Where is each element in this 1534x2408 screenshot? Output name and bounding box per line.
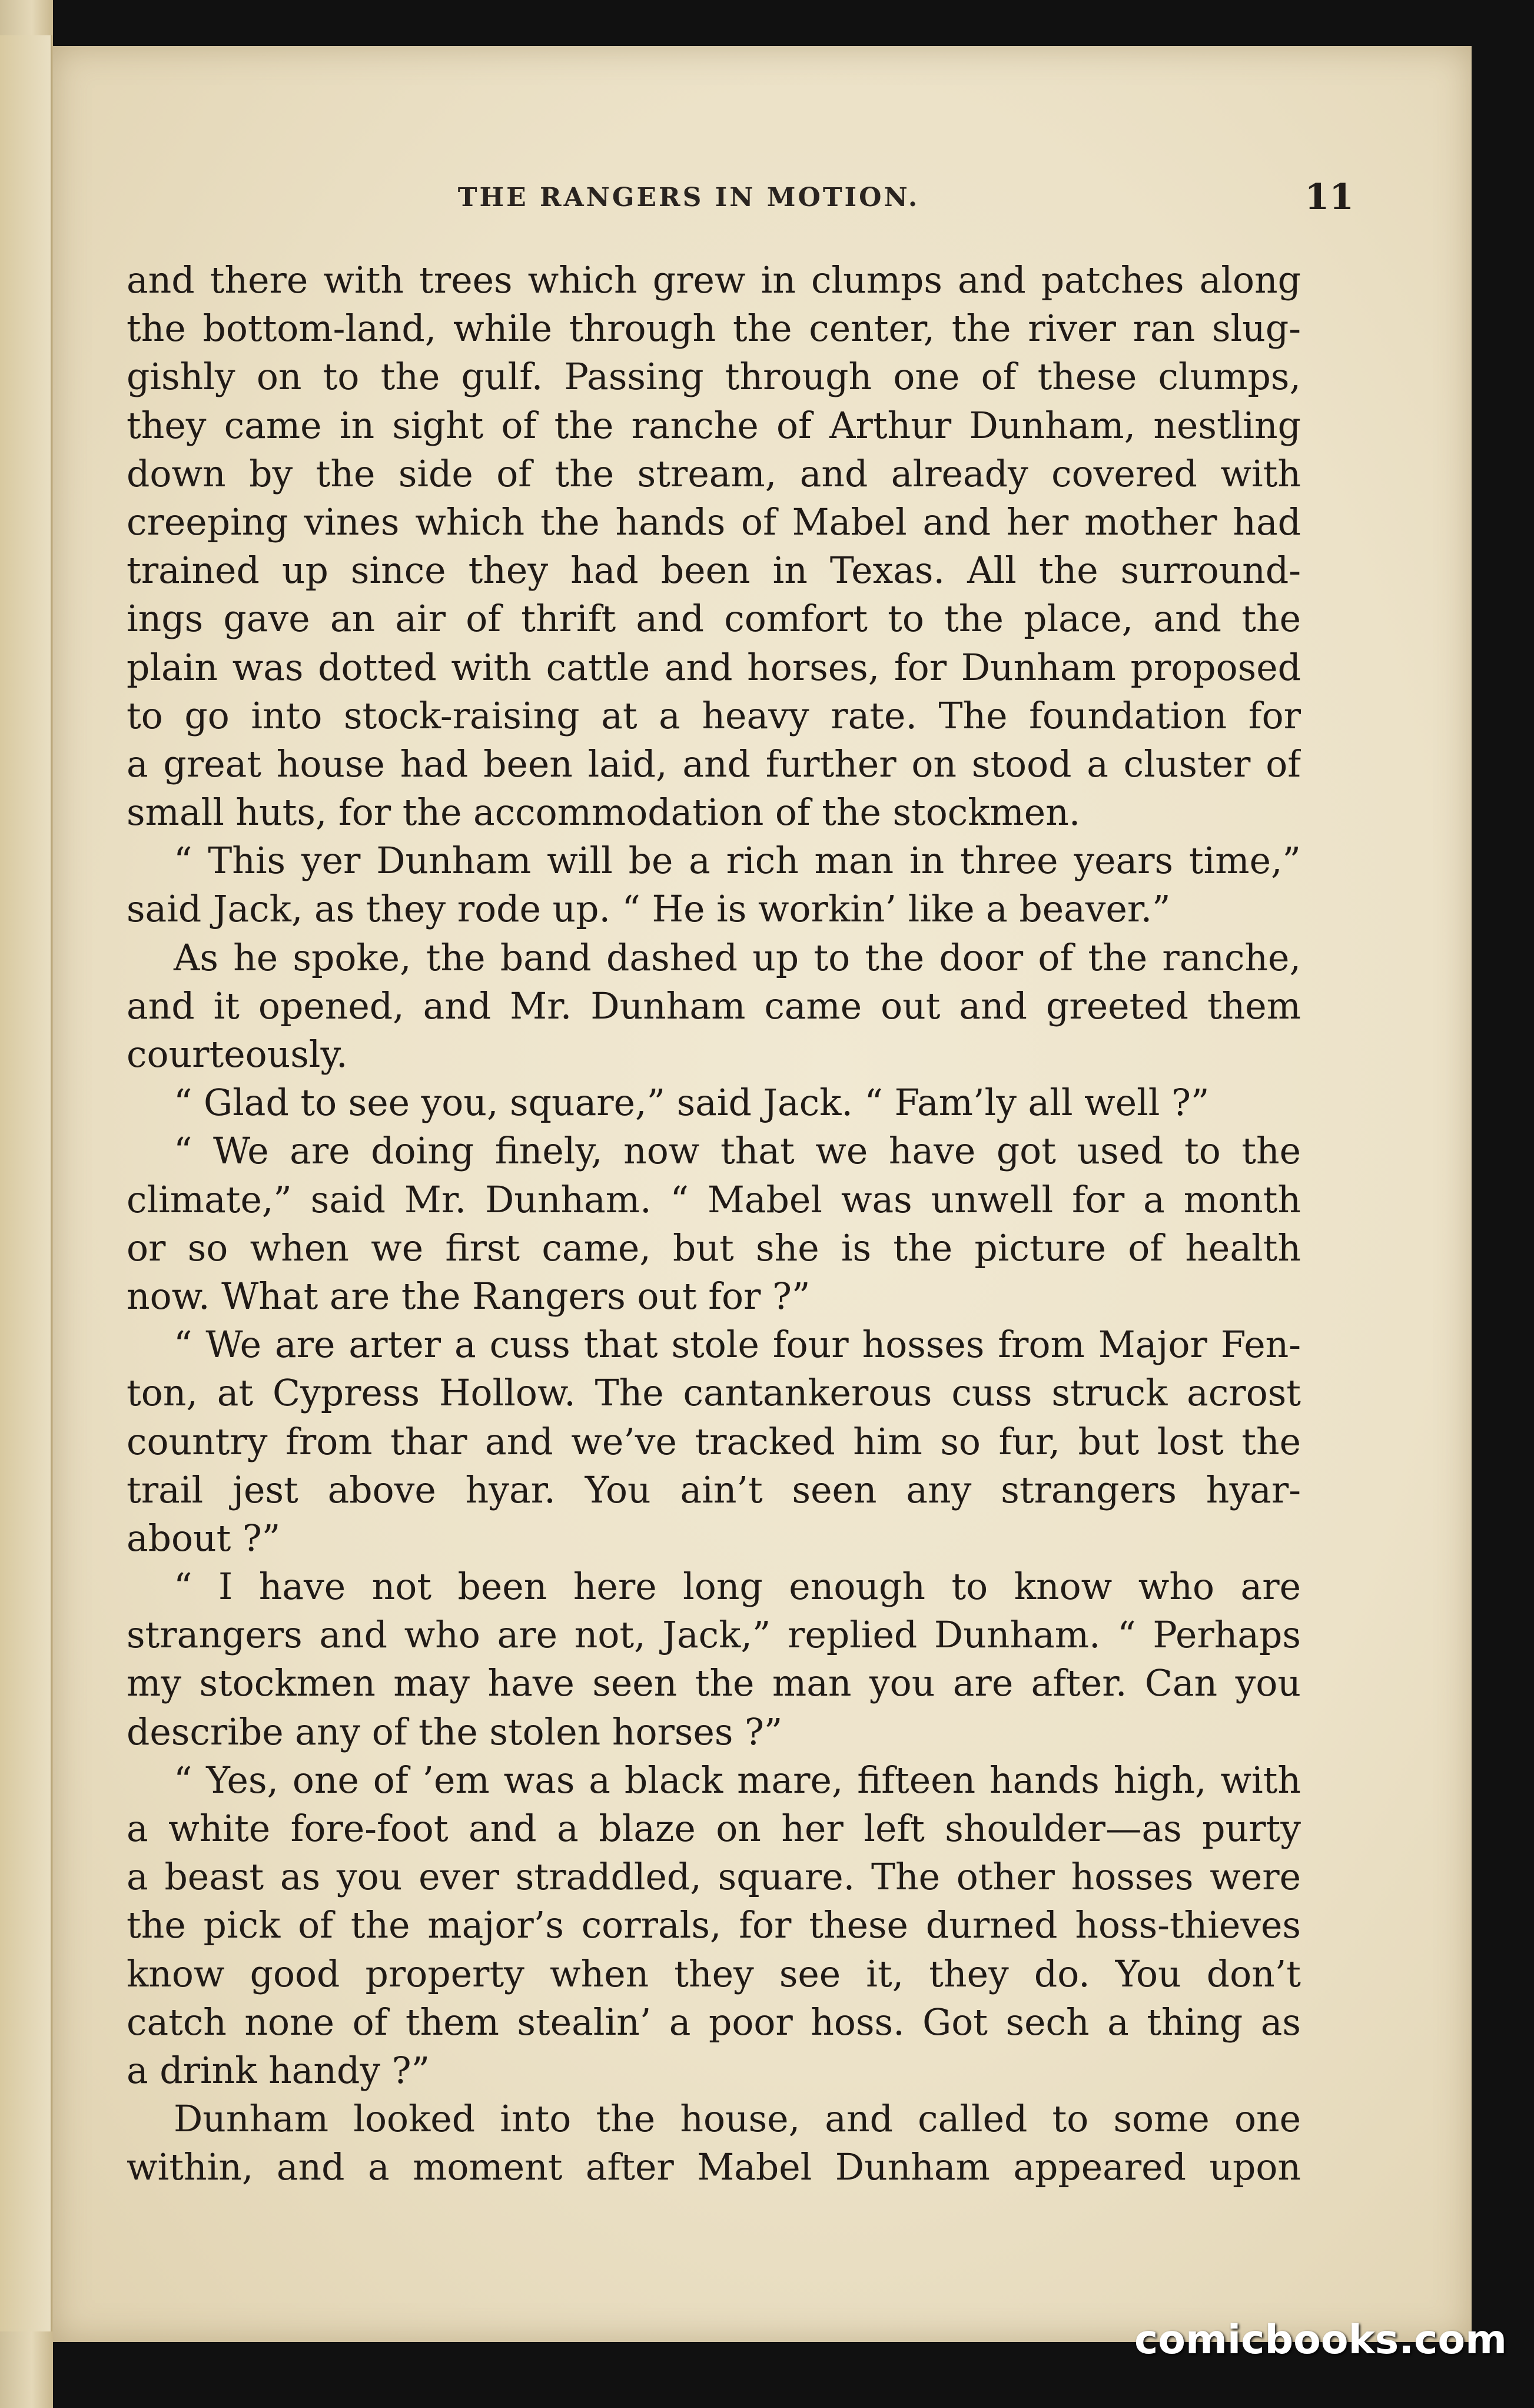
page-header-title: THE RANGERS IN MOTION. bbox=[457, 183, 920, 213]
text-line: describe any of the stolen horses ?” bbox=[127, 1710, 783, 1753]
text-line: gishly on to the gulf. Passing through one of these clumps, bbox=[127, 356, 1301, 399]
text-line: plain was dotted with cattle and horses, for Dunham proposed bbox=[127, 646, 1301, 689]
text-line: about ?” bbox=[127, 1517, 281, 1560]
text-line: country from thar and we’ve tracked him so fur, but lost the bbox=[127, 1420, 1301, 1463]
text-line: trained up since they had been in Texas. All the surround- bbox=[127, 549, 1301, 592]
text-line: the pick of the major’s corrals, for these durned hoss-thieves bbox=[127, 1904, 1301, 1947]
text-line: a great house had been laid, and further on stood a cluster of bbox=[127, 742, 1301, 785]
text-line: they came in sight of the ranche of Arthur Dunham, nestling bbox=[127, 404, 1301, 447]
text-line: “ I have not been here long enough to know who are bbox=[174, 1565, 1301, 1608]
text-line: and there with trees which grew in clumps and patches along bbox=[127, 259, 1301, 301]
watermark: comicbooks.com bbox=[1134, 2317, 1507, 2363]
text-line: down by the side of the stream, and already covered with bbox=[127, 452, 1301, 495]
text-line: “ We are arter a cuss that stole four hosses from Major Fen- bbox=[174, 1324, 1301, 1366]
text-line: “ Glad to see you, square,” said Jack. “ Fam’ly all well ?” bbox=[174, 1082, 1210, 1125]
text-line: know good property when they see it, they do. You don’t bbox=[127, 1952, 1301, 1995]
text-line: or so when we first came, but she is the picture of health bbox=[127, 1226, 1301, 1269]
text-line: said Jack, as they rode up. “ He is workin’ like a beaver.” bbox=[127, 888, 1171, 931]
running-head bbox=[53, 177, 1472, 230]
text-line: ton, at Cypress Hollow. The cantankerous cuss struck acrost bbox=[127, 1372, 1301, 1415]
binding-strip bbox=[0, 35, 52, 2331]
text-line: courteously. bbox=[127, 1033, 348, 1076]
text-line: and it opened, and Mr. Dunham came out and greeted them bbox=[127, 984, 1301, 1027]
text-line: catch none of them stealin’ a poor hoss. Got sech a thing as bbox=[127, 2001, 1301, 2044]
text-line: Dunham looked into the house, and called to some one bbox=[174, 2098, 1301, 2141]
text-line: As he spoke, the band dashed up to the door of the ranche, bbox=[174, 936, 1301, 979]
text-line: the bottom-land, while through the center, the river ran slug- bbox=[127, 307, 1301, 350]
text-line: “ Yes, one of ’em was a black mare, fifteen hands high, with bbox=[174, 1759, 1301, 1802]
body-text bbox=[127, 256, 1301, 2192]
text-line: small huts, for the accommodation of the stockmen. bbox=[127, 791, 1081, 834]
text-line: a drink handy ?” bbox=[127, 2049, 430, 2092]
text-line: trail jest above hyar. You ain’t seen any strangers hyar- bbox=[127, 1468, 1301, 1511]
page-number: 11 bbox=[1304, 177, 1354, 218]
text-line: ings gave an air of thrift and comfort to the place, and the bbox=[127, 598, 1301, 641]
text-line: “ This yer Dunham will be a rich man in three years time,” bbox=[174, 840, 1301, 883]
text-line: my stockmen may have seen the man you are after. Can you bbox=[127, 1662, 1301, 1705]
text-line: within, and a moment after Mabel Dunham appeared upon bbox=[127, 2146, 1301, 2189]
text-line: a white fore-foot and a blaze on her left shoulder—as purty bbox=[127, 1807, 1301, 1850]
text-line: “ We are doing finely, now that we have got used to the bbox=[174, 1130, 1301, 1173]
text-line: to go into stock-raising at a heavy rate. The foundation for bbox=[127, 694, 1301, 737]
text-line: strangers and who are not, Jack,” replied Dunham. “ Perhaps bbox=[127, 1614, 1301, 1657]
text-line: now. What are the Rangers out for ?” bbox=[127, 1275, 811, 1318]
text-line: climate,” said Mr. Dunham. “ Mabel was unwell for a month bbox=[127, 1178, 1301, 1221]
left-page-edge bbox=[0, 0, 53, 2408]
text-line: creeping vines which the hands of Mabel and her mother had bbox=[127, 500, 1301, 543]
text-line: a beast as you ever straddled, square. The other hosses were bbox=[127, 1856, 1301, 1899]
